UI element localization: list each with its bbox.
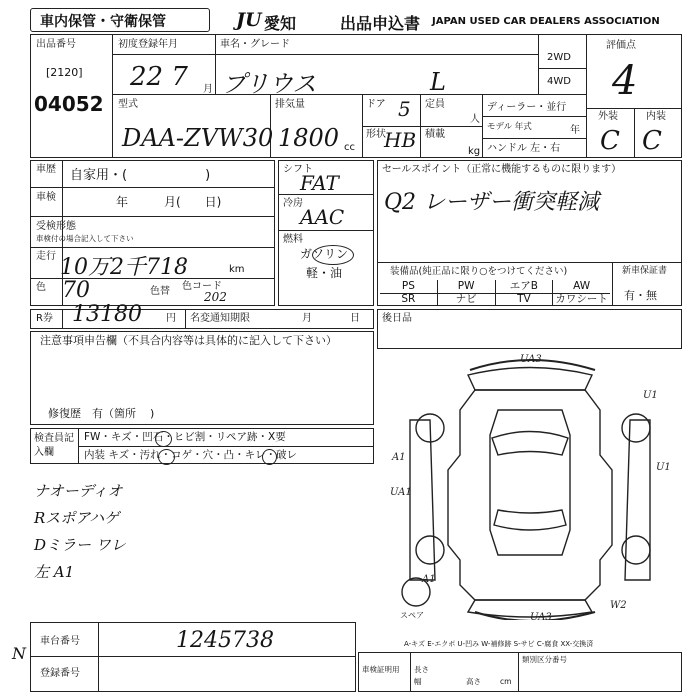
doors-value: 5	[398, 97, 411, 121]
ac-label: 冷房	[283, 198, 303, 209]
org-name: 愛知	[264, 14, 297, 33]
equipment-item: カワシート	[552, 293, 610, 306]
recycle-label: R券	[36, 313, 53, 324]
cert-length: 長さ	[414, 665, 429, 674]
damage-legend: A-キズ E-エクボ U-凹み W-補修跡 S-サビ C-腐食 XX-交換済	[404, 640, 594, 648]
car-diagram	[380, 350, 682, 620]
mark-left-rear: A1	[422, 574, 436, 585]
history-label: 車歴	[36, 164, 56, 175]
capacity-label: 定員	[425, 99, 445, 110]
car-body-outline	[448, 390, 612, 600]
class-label: 類別区分番号	[522, 655, 567, 664]
association-name: JAPAN USED CAR DEALERS ASSOCIATION	[432, 16, 660, 27]
mileage-label: 走行	[36, 251, 56, 262]
shift-value: FAT	[300, 171, 339, 195]
month-unit: 月	[203, 84, 213, 95]
car-windshield	[492, 432, 568, 456]
name-change-label: 名変通知期限	[190, 313, 250, 324]
sales-point-label: セールスポイント（正常に機能するものに限ります）	[382, 164, 622, 175]
storage-title: 車内保管・守衛保管	[40, 14, 166, 30]
interior-grade: C	[642, 126, 662, 156]
spare-label: スペア	[400, 611, 424, 620]
fuel-diesel: 軽・油	[306, 266, 343, 280]
mileage-value: 10万2千718	[60, 255, 188, 280]
car-rear-window	[494, 510, 566, 530]
shape-label: 形状	[366, 129, 386, 140]
car-name: プリウス	[222, 70, 317, 98]
doors-label: ドア	[366, 99, 386, 110]
load-label: 積載	[425, 129, 445, 140]
interior-label: 内装	[646, 111, 666, 122]
capacity-unit: 人	[470, 114, 480, 125]
drive-2wd: 2WD	[547, 52, 571, 63]
mark-left-side: UA1	[390, 487, 412, 498]
fuel-gas-circle	[312, 245, 354, 265]
chassis-value: 1245738	[176, 628, 274, 653]
notes-label: 注意事項申告欄（不具合内容等は具体的に記入して下さい）	[40, 334, 337, 347]
handwritten-note: 左 A1	[34, 563, 75, 581]
handwritten-note: Dミラー ワレ	[34, 536, 126, 554]
year-unit: 年	[570, 125, 580, 136]
inspection-value: 年 月( 日)	[116, 195, 222, 209]
warranty-label: 新車保証書	[622, 266, 668, 276]
mileage-unit: km	[229, 264, 245, 275]
color-change-label: 色替	[150, 286, 170, 297]
reg-label: 登録番号	[40, 668, 80, 679]
ac-value: AAC	[300, 205, 345, 229]
mark-right-rear: W2	[610, 600, 627, 611]
drive-4wd: 4WD	[547, 76, 571, 87]
wheel-fr	[622, 414, 650, 442]
model-value: DAA-ZVW30	[122, 124, 274, 152]
inspection-label: 車検	[36, 192, 56, 203]
mark-rear: UA3	[530, 612, 552, 620]
inspector-exterior: FW・キズ・凹石・ヒビ割・リペア跡・X要	[84, 431, 286, 443]
exterior-label: 外装	[598, 111, 618, 122]
lot-number-label: 出品番号	[36, 39, 76, 50]
fuel-gas: ガソリン	[300, 247, 349, 261]
dealer-label: ディーラー・並行	[487, 102, 567, 113]
color-value: 70	[62, 278, 90, 303]
first-reg-label: 初度登録年月	[118, 39, 178, 50]
acceptance-note: 車検付の場合記入して下さい	[36, 234, 134, 243]
fuel-label: 燃料	[283, 234, 303, 245]
handle-label: ハンドル 左・右	[487, 143, 561, 154]
displacement-label: 排気量	[275, 99, 305, 110]
handwritten-notes	[34, 478, 364, 588]
color-label: 色	[36, 282, 46, 293]
ju-logo: JU	[236, 9, 262, 31]
mark-right-front: U1	[643, 390, 658, 401]
model-label: 型式	[118, 99, 138, 110]
cert-width: 幅	[414, 677, 422, 686]
rear-label: 後日品	[382, 313, 412, 324]
handwritten-note: Rスポアハゲ	[34, 509, 120, 527]
sales-point-value: Q2 レーザー衝突軽減	[384, 190, 600, 215]
equipment-item: エアB	[495, 280, 553, 293]
displacement-unit: cc	[344, 142, 355, 153]
cert-block	[358, 652, 682, 692]
shift-label: シフト	[283, 164, 313, 175]
repair-label: 修復歴 有（箇所	[48, 407, 136, 420]
warranty-options: 有・無	[624, 289, 657, 302]
equipment-item: ナビ	[437, 293, 495, 306]
margin-n-mark: N	[12, 644, 26, 663]
equipment-item: PW	[437, 280, 495, 293]
shape-value: HB	[384, 128, 417, 152]
inspector-interior: 内装 キズ・汚れ・コゲ・穴・凸・キレ・破レ	[84, 449, 298, 461]
cert-height: 高さ	[466, 677, 481, 686]
car-name-label: 車名・グレード	[220, 39, 290, 50]
car-left-side	[410, 420, 435, 580]
displacement-value: 1800	[278, 124, 340, 152]
score-label: 評価点	[606, 40, 636, 51]
car-grade: L	[430, 68, 446, 96]
acceptance-label: 受検形態	[36, 221, 76, 232]
name-change-month: 月	[302, 313, 312, 324]
equipment-row-2	[380, 293, 610, 306]
color-code-label: 色コード	[182, 281, 222, 292]
recycle-value: 13180	[72, 302, 142, 327]
model-year-label: モデル 年式	[487, 122, 532, 132]
wheel-rl	[416, 536, 444, 564]
load-unit: kg	[468, 146, 481, 157]
chassis-label: 車台番号	[40, 636, 80, 647]
color-code-value: 202	[204, 290, 227, 304]
equipment-item: PS	[401, 280, 415, 292]
name-change-day: 日	[350, 313, 360, 324]
equipment-item: AW	[552, 280, 610, 293]
mark-front: UA3	[520, 354, 542, 365]
handwritten-note: ナオーディオ	[34, 482, 123, 500]
inspector-label: 検査員記入欄	[34, 433, 74, 458]
cert-label: 車検証明用	[362, 665, 400, 674]
form-title: 出品申込書	[340, 14, 421, 33]
first-reg-value: 22 7	[130, 62, 188, 92]
car-front-bumper	[468, 368, 592, 391]
lot-small: [2120]	[46, 66, 83, 79]
rear-block	[377, 309, 682, 349]
lot-number: 04052	[34, 92, 104, 116]
equipment-label: 装備品(純正品に限り○をつけてください)	[390, 266, 568, 277]
cert-cm: cm	[500, 677, 512, 686]
equipment-item: TV	[495, 293, 553, 306]
equipment-row-1	[380, 280, 610, 293]
equipment-item: SR	[401, 293, 416, 305]
recycle-unit: 円	[166, 313, 176, 324]
car-right-side	[625, 420, 650, 580]
score-value: 4	[612, 58, 638, 104]
mark-right-side: U1	[656, 462, 671, 473]
history-value: 自家用・( )	[70, 168, 211, 183]
exterior-grade: C	[600, 126, 620, 156]
mark-left-front: A1	[392, 452, 406, 463]
